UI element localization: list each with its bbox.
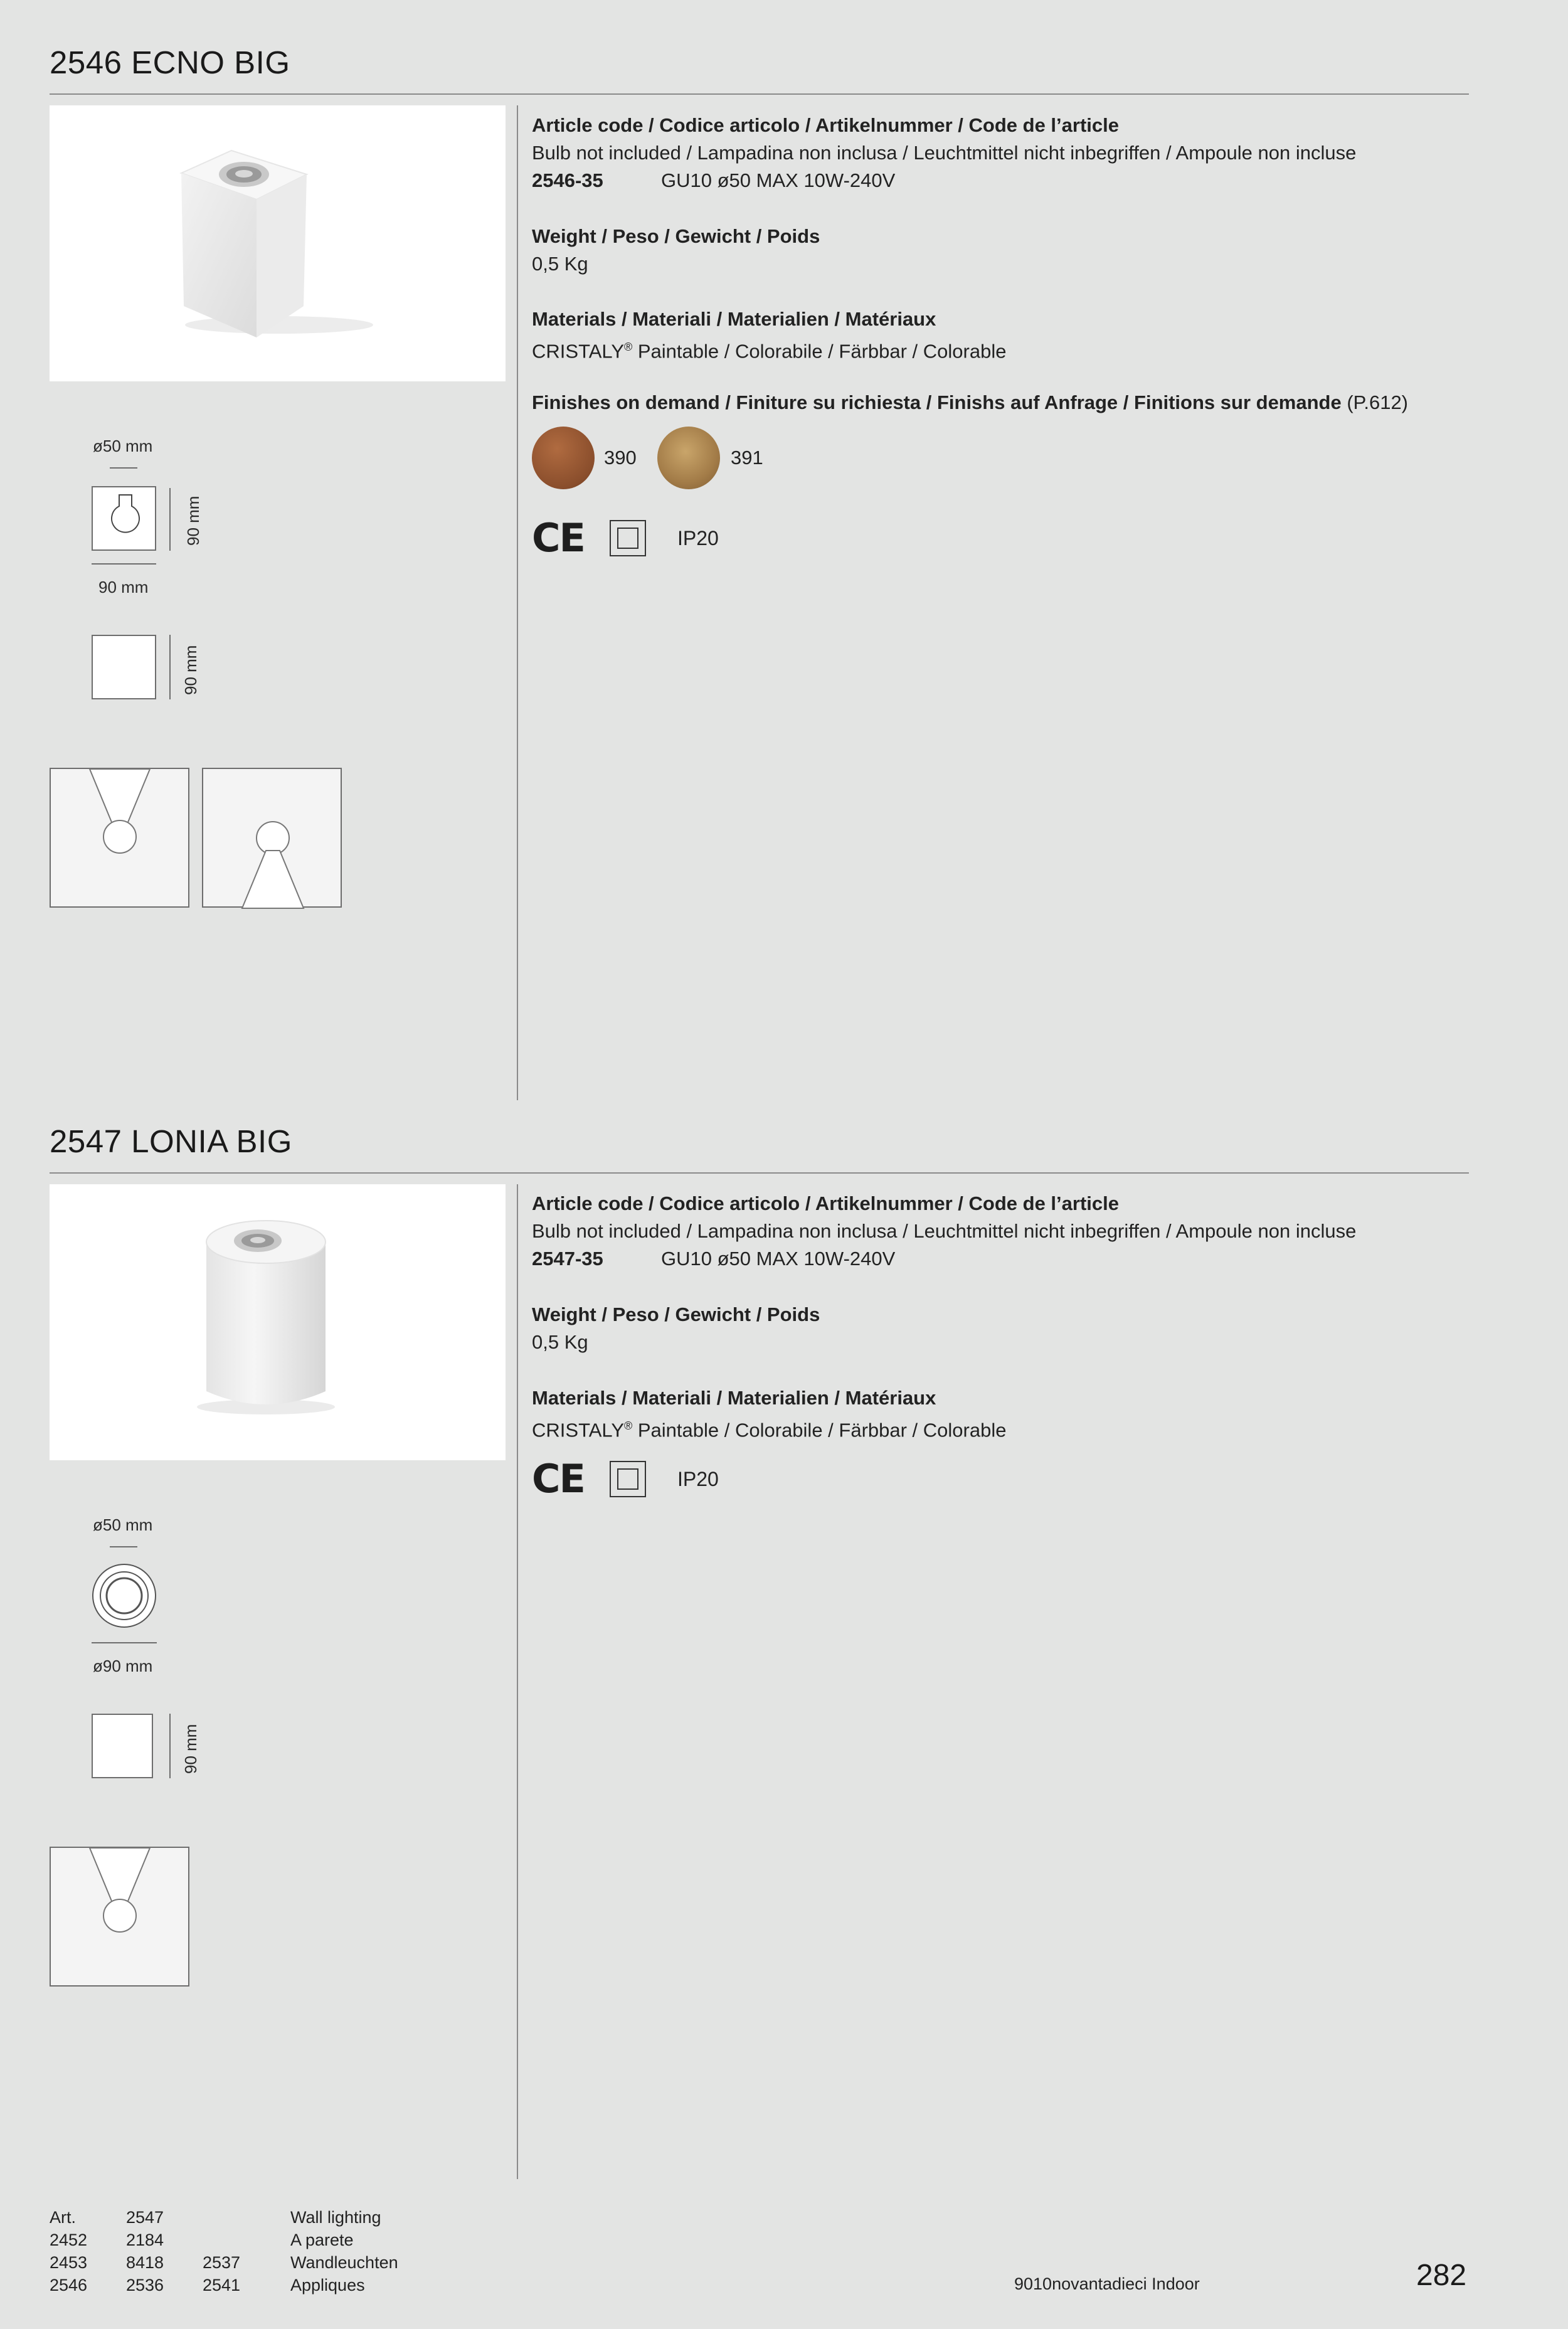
dim-height: 90 mm <box>181 645 200 695</box>
materials-header: Materials / Materiali / Materialien / Matériaux <box>532 308 936 330</box>
dim-line <box>169 488 171 551</box>
article-spec: GU10 ø50 MAX 10W-240V <box>661 1248 896 1270</box>
finish-swatch-390 <box>532 427 595 489</box>
weight-value: 0,5 Kg <box>532 1331 588 1353</box>
article-code-header: Article code / Codice articolo / Artikelnummer / Code de l’article <box>532 1192 1119 1214</box>
footer-art-cell: 2537 <box>203 2253 241 2272</box>
dim-height: 90 mm <box>181 1724 200 1774</box>
side-view-drawing <box>92 635 156 699</box>
footer-art-cell: 2547 <box>126 2208 164 2227</box>
finish-code: 391 <box>731 447 763 469</box>
class-2-insulation-icon <box>610 1461 646 1497</box>
product-photo <box>50 1184 506 1460</box>
footer-art-cell: 2541 <box>203 2276 241 2295</box>
weight-value: 0,5 Kg <box>532 253 588 275</box>
footer-art-column <box>203 2206 240 2296</box>
cylinder-lamp-illustration <box>50 1184 506 1460</box>
dim-line <box>110 1546 137 1547</box>
footer-category-line: Appliques <box>290 2276 365 2295</box>
ip-rating: IP20 <box>677 1468 719 1490</box>
dim-line <box>110 467 137 469</box>
article-spec: GU10 ø50 MAX 10W-240V <box>661 169 896 191</box>
bulb-note: Bulb not included / Lampadina non inclusa / Leuchtmittel nicht inbegriffen / Ampoule non incluse <box>532 1220 1357 1242</box>
footer-art-cell: 2453 <box>50 2253 88 2272</box>
footer-art-cell: Art. <box>50 2208 77 2227</box>
socket-outline-icon <box>93 487 157 552</box>
materials-text: Paintable / Colorabile / Färbbar / Colorable <box>632 1419 1007 1441</box>
footer-art-cell: 2452 <box>50 2231 88 2249</box>
footer-category-line: Wandleuchten <box>290 2253 398 2272</box>
dim-line <box>92 1642 157 1643</box>
ce-mark: CE <box>532 515 585 561</box>
cube-lamp-illustration <box>50 105 506 381</box>
finishes-header: Finishes on demand / Finiture su richiesta / Finishs auf Anfrage / Finitions sur demande <box>532 391 1342 413</box>
article-row <box>532 167 895 194</box>
top-view-drawing <box>92 486 156 551</box>
title-rule <box>50 93 1469 95</box>
column-divider <box>517 105 518 1100</box>
page-number: 282 <box>1416 2259 1467 2292</box>
weight-header: Weight / Peso / Gewicht / Poids <box>532 225 820 247</box>
footer-art-cell <box>203 2229 240 2251</box>
dim-hole-diameter: ø50 mm <box>93 437 153 455</box>
top-view-drawing <box>92 1563 157 1628</box>
article-code: 2547-35 <box>532 1248 603 1270</box>
dim-hole-diameter: ø50 mm <box>93 1515 153 1534</box>
materials-header: Materials / Materiali / Materialien / Matériaux <box>532 1387 936 1409</box>
finishes-line <box>532 389 1408 416</box>
dim-width: 90 mm <box>98 578 149 597</box>
round-socket-icon <box>92 1563 157 1628</box>
column-divider <box>517 1184 518 2179</box>
beam-up-diagram <box>202 768 342 908</box>
dim-line <box>92 563 156 565</box>
dim-line <box>169 635 171 699</box>
dim-depth: 90 mm <box>184 496 203 546</box>
beam-down-diagram <box>50 1847 189 1987</box>
light-beam-up-icon <box>203 769 343 909</box>
registered-mark: ® <box>624 341 633 353</box>
finish-swatch-391 <box>657 427 720 489</box>
weight-header: Weight / Peso / Gewicht / Poids <box>532 1303 820 1325</box>
article-row <box>532 1245 895 1273</box>
product-title: 2547 LONIA BIG <box>50 1123 292 1159</box>
footer-brand: 9010novantadieci Indoor <box>1014 2274 1200 2293</box>
footer-category-line: A parete <box>290 2231 354 2249</box>
side-view-drawing <box>92 1714 153 1778</box>
product-photo <box>50 105 506 381</box>
materials-text: Paintable / Colorabile / Färbbar / Colorable <box>632 340 1007 363</box>
dim-outer-diameter: ø90 mm <box>93 1657 153 1675</box>
materials-brand: CRISTALY <box>532 1419 624 1441</box>
registered-mark: ® <box>624 1419 633 1432</box>
footer-art-cell: 2536 <box>126 2276 164 2295</box>
footer-art-column <box>126 2206 164 2296</box>
light-beam-down-icon <box>51 1848 191 1988</box>
light-beam-down-icon <box>51 769 191 909</box>
beam-down-diagram <box>50 768 189 908</box>
footer-art-column <box>50 2206 87 2296</box>
footer-category-line: Wall lighting <box>290 2208 381 2227</box>
bulb-note: Bulb not included / Lampadina non inclusa / Leuchtmittel nicht inbegriffen / Ampoule non incluse <box>532 142 1357 164</box>
class-2-insulation-icon <box>610 520 646 556</box>
product-title: 2546 ECNO BIG <box>50 45 290 80</box>
title-rule <box>50 1172 1469 1174</box>
footer-art-cell: 2184 <box>126 2231 164 2249</box>
footer-art-cell <box>203 2206 240 2229</box>
materials-brand: CRISTALY <box>532 340 624 363</box>
finishes-page-ref: (P.612) <box>1341 391 1409 413</box>
finish-code: 390 <box>604 447 637 469</box>
footer-category <box>290 2206 398 2296</box>
article-code: 2546-35 <box>532 169 603 191</box>
footer-art-cell: 8418 <box>126 2253 164 2272</box>
article-code-header: Article code / Codice articolo / Artikelnummer / Code de l’article <box>532 114 1119 136</box>
materials-value <box>532 1412 1006 1444</box>
dim-line <box>169 1714 171 1778</box>
materials-value <box>532 333 1006 365</box>
ip-rating: IP20 <box>677 527 719 549</box>
footer-art-cell: 2546 <box>50 2276 88 2295</box>
ce-mark: CE <box>532 1456 585 1502</box>
